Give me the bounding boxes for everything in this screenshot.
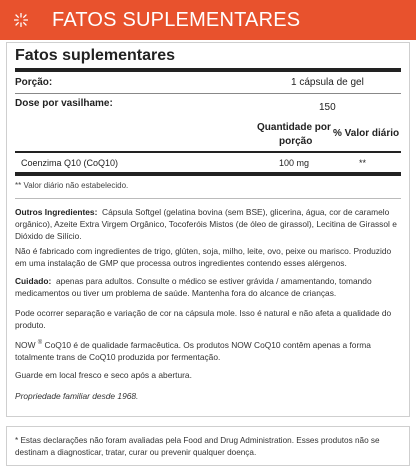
amount-per-serving-header-2: porção	[279, 136, 313, 147]
now-quality-statement	[15, 338, 405, 363]
caution-statement	[15, 276, 405, 300]
divider	[15, 151, 401, 153]
divider	[15, 93, 401, 94]
separation-note: Pode ocorrer separação e variação de cor na cápsula mole. Isso é natural e não afeta a qualidade do produto.	[15, 308, 392, 330]
caution-text: apenas para adultos. Consulte o médico se estiver grávida / amamentando, tomando medicamentos ou tiver um problema de saúde. Mantenha fora do alcance de crianças.	[15, 276, 372, 298]
ingredients-label: Outros Ingredientes:	[15, 207, 98, 217]
fda-disclaimer-box	[6, 426, 410, 466]
fda-disclaimer: * Estas declarações não foram avaliadas pela Food and Drug Administration. Esses produtos não se destinam a diagnosticar, tratar, curar ou prevenir qualquer doença.	[15, 436, 380, 457]
other-ingredients	[15, 207, 405, 242]
daily-value-header: % Valor diário	[333, 128, 400, 139]
divider	[15, 68, 401, 72]
header-bar	[0, 0, 416, 40]
serving-size-value: 1 cápsula de gel	[291, 77, 364, 88]
daily-value-note: ** Valor diário não estabelecido.	[15, 181, 129, 190]
family-owned-text: Propriedade familiar desde 1968.	[15, 391, 139, 401]
servings-per-container-label: Dose por vasilhame:	[15, 98, 113, 109]
serving-size-label: Porção:	[15, 77, 53, 88]
storage-instructions: Guarde em local fresco e seco após a abertura.	[15, 370, 192, 380]
registered-mark: ®	[37, 340, 43, 346]
family-owned-note	[15, 391, 405, 403]
nutrient-name: Coenzima Q10 (CoQ10)	[21, 158, 119, 168]
sparkle-icon	[14, 13, 28, 27]
allergen-statement: Não é fabricado com ingredientes de trigo, glúten, soja, milho, leite, ovo, peixe ou marisco. Produzido em uma instalação de GMP que processa outros ingredientes contendo esses alérgenos.	[15, 246, 392, 268]
amount-per-serving-header: Quantidade por	[257, 122, 331, 133]
nutrient-amount: 100 mg	[279, 158, 310, 168]
page-title: FATOS SUPLEMENTARES	[52, 9, 301, 31]
caution-label: Cuidado:	[15, 276, 52, 286]
now-quality-text: CoQ10 é de qualidade farmacêutica. Os produtos NOW CoQ10 contêm apenas a forma totalmente trans de CoQ10 produzida por fermentação.	[15, 339, 371, 362]
nutrient-daily-value: **	[359, 158, 367, 168]
divider	[15, 172, 401, 176]
supplement-facts-panel	[6, 42, 410, 417]
ingredients-text: Cápsula Softgel (gelatina bovina (sem BSE), glicerina, água, cor de caramelo orgânico), Azeite Extra Virgem Orgânico, Tocoferóis Mistos (de óleo de girassol), Lecitina de Girassol e Dióxido de Silício.	[15, 207, 397, 241]
brand-name: NOW	[15, 339, 36, 350]
facts-title: Fatos suplementares	[15, 47, 176, 64]
divider	[15, 198, 401, 199]
servings-per-container-value: 150	[319, 102, 336, 113]
